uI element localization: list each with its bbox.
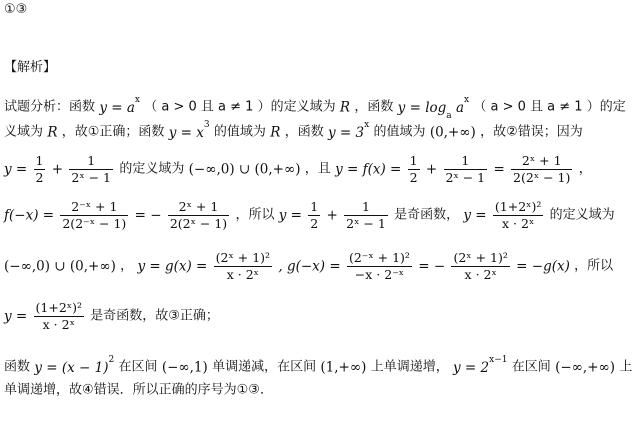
text: ，函数 [284, 124, 324, 140]
math-text: y = [4, 308, 28, 325]
fraction [408, 153, 420, 186]
operator: + [425, 161, 438, 178]
subscript: a [446, 110, 452, 121]
text: ， [120, 258, 134, 274]
section-title-text: 【解析】 [4, 60, 57, 75]
numerator: 1 [409, 153, 418, 168]
analysis-line-6 [4, 296, 626, 337]
math-text: y = (x − 1) [34, 359, 109, 376]
exponent: x [464, 94, 470, 105]
math-text: R [339, 99, 351, 116]
text: ，故②错误；因为 [480, 124, 583, 140]
denominator: 2(2ˣ − 1) [513, 170, 571, 185]
numerator: 2ˣ + 1 [511, 153, 572, 170]
fraction [347, 250, 412, 283]
fraction [444, 153, 488, 186]
text: 在区间 [118, 359, 158, 375]
math-text: y = 2 [453, 359, 490, 376]
text: ，所以 [235, 207, 275, 223]
domain: (−∞,0) ∪ (0,+∞) [4, 258, 116, 275]
math-text: y = log [397, 99, 447, 116]
operator: = − [418, 258, 446, 275]
denominator: 2 [310, 216, 319, 231]
math-expr [397, 94, 470, 121]
math-text [335, 162, 401, 178]
math-text [4, 208, 54, 224]
math-text [4, 162, 27, 178]
operator: + [51, 161, 64, 178]
math-text: f(−x) = [4, 207, 55, 224]
text: 上 [619, 359, 632, 375]
fraction [308, 199, 320, 232]
math-text: R [47, 124, 58, 141]
math-var [340, 100, 350, 116]
fraction [69, 153, 113, 186]
numerator: (1+2ˣ)² [494, 199, 542, 214]
interval: (−∞,+∞) [555, 359, 616, 376]
numerator: (2⁻ˣ + 1)² [348, 250, 410, 265]
analysis-line-2 [4, 119, 626, 143]
math-text [4, 309, 27, 325]
denominator: −x · 2⁻ˣ [354, 267, 405, 282]
fraction [511, 153, 572, 186]
text: 是奇函数，故③正确； [90, 308, 219, 324]
domain: (−∞,0) ∪ (0,+∞) [188, 161, 301, 178]
math-var [47, 125, 57, 141]
interval: (−∞,1) [161, 359, 208, 376]
math-text: y = [278, 207, 302, 224]
answer-line [4, 0, 626, 21]
fraction [168, 199, 229, 232]
math-text [137, 259, 207, 275]
numerator: (2ˣ + 1)² [453, 250, 508, 265]
math-var [270, 125, 280, 141]
denominator: x · 2ˣ [226, 267, 259, 282]
fraction [34, 300, 84, 333]
operator: = − [134, 207, 162, 224]
math-expr [168, 119, 210, 141]
text: 试题分析：函数 [4, 99, 96, 115]
analysis-line-7 [4, 354, 632, 378]
analysis-line-4 [4, 196, 626, 235]
fraction [451, 250, 509, 283]
answer-text: ①③ [4, 2, 28, 17]
fraction [344, 199, 388, 232]
math-expr [99, 94, 140, 116]
math-text: y = 3 [328, 124, 365, 141]
analysis-line-1 [4, 94, 626, 121]
text: 的值域为 [373, 124, 426, 140]
denominator: 2(2ˣ − 1) [169, 216, 228, 231]
fraction [214, 250, 272, 283]
math-text: R [270, 124, 281, 141]
math-text: y = a [99, 99, 135, 116]
numerator: 1 [69, 153, 113, 170]
numerator: (1+2ˣ)² [35, 300, 82, 315]
denominator: x · 2ˣ [42, 317, 75, 332]
text: 的值域为 [213, 124, 266, 140]
text: 的定义域为 [119, 161, 185, 177]
interval: (0,+∞) [429, 124, 476, 141]
exponent: 2 [108, 354, 115, 365]
math-text [463, 208, 486, 224]
text: 单调递增，故④错误．所以正确的序号为①③． [4, 382, 273, 398]
text: （ a > 0 且 a ≠ 1 ）的定义域为 [144, 99, 336, 115]
text: ，故①正确；函数 [61, 124, 165, 140]
math-text: = −g(x) [516, 258, 570, 275]
denominator: 2ˣ − 1 [445, 170, 486, 185]
denominator: 2(2⁻ˣ − 1) [62, 216, 127, 231]
numerator: 1 [310, 199, 319, 214]
analysis-line-3 [4, 150, 626, 189]
math-expr [328, 119, 370, 141]
math-expr [453, 354, 508, 376]
denominator: 2ˣ − 1 [71, 170, 112, 185]
text: ，函数 [354, 99, 394, 115]
denominator: x · 2ˣ [464, 267, 497, 282]
math-text: , g(−x) = [278, 258, 341, 275]
math-text: a [451, 99, 464, 116]
section-title [4, 58, 626, 79]
numerator: 1 [35, 153, 44, 168]
fraction [60, 199, 128, 232]
math-text [516, 259, 570, 275]
operator: = [493, 161, 505, 178]
math-text: y = [463, 207, 487, 224]
math-text: y = g(x) = [137, 258, 208, 275]
fraction [34, 153, 46, 186]
text: ，且 [304, 161, 331, 177]
exponent: x [364, 119, 370, 130]
text: 在区间 [511, 359, 551, 375]
math-text: y = x [168, 124, 204, 141]
numerator: 1 [444, 153, 488, 170]
fraction [493, 199, 543, 232]
exponent: x [134, 94, 140, 105]
operator: + [326, 207, 338, 224]
math-text: y = f(x) = [335, 161, 402, 178]
text: 义域为 [4, 124, 44, 140]
numerator: 1 [344, 199, 388, 216]
text: ， [578, 161, 592, 177]
denominator: 2ˣ − 1 [346, 216, 386, 231]
numerator: 2⁻ˣ + 1 [60, 199, 128, 216]
numerator: (2ˣ + 1)² [215, 250, 271, 265]
denominator: 2 [409, 170, 418, 185]
math-text [279, 208, 302, 224]
denominator: 2 [35, 170, 44, 185]
text: 是奇函数， [394, 207, 460, 223]
text: 的定义域为 [549, 207, 615, 223]
exponent: x−1 [489, 354, 508, 365]
exponent: 3 [203, 119, 210, 130]
text: 单调递减，在区间 [212, 359, 317, 375]
denominator: x · 2ˣ [502, 216, 535, 231]
analysis-line-5 [4, 246, 626, 287]
text: （ a > 0 且 a ≠ 1 ）的定 [473, 99, 626, 115]
text: 上单调递增， [370, 359, 449, 375]
math-text [278, 259, 340, 275]
analysis-line-8 [4, 380, 626, 401]
math-expr [34, 354, 115, 376]
text: 函数 [4, 359, 31, 375]
interval: (1,+∞) [320, 359, 367, 376]
numerator: 2ˣ + 1 [168, 199, 229, 216]
text: ，所以 [574, 258, 614, 274]
math-text: y = [4, 161, 28, 178]
